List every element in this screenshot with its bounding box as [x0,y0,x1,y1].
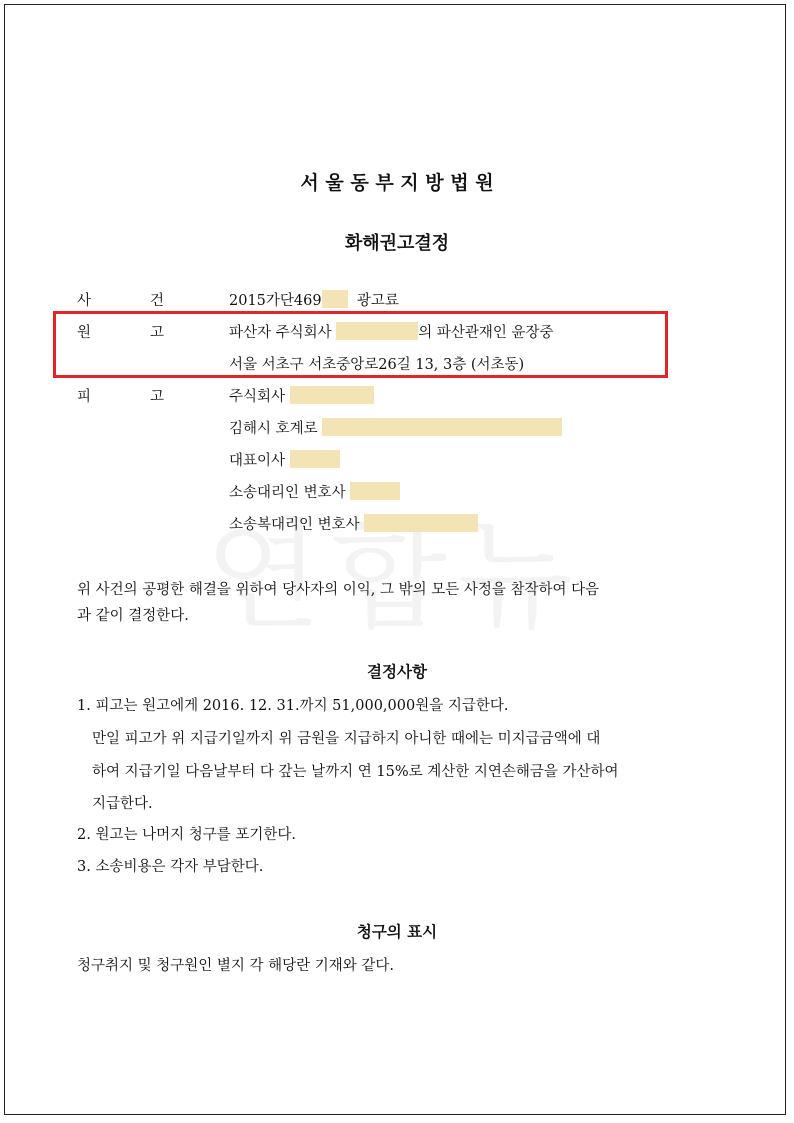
defendant-address-prefix: 김해시 호계로 [229,421,318,437]
defendant-lawyer [229,481,400,502]
defendant-label-a: 피 [77,389,92,405]
redaction-mark [336,322,418,340]
plaintiff-suffix: 의 파산관재인 윤장중 [418,325,554,341]
document-title: 화해권고결정 [344,233,450,254]
decision-item-3: 3. 소송비용은 각자 부담한다. [77,859,264,875]
plaintiff-prefix: 파산자 주식회사 [229,325,332,341]
claim-text: 청구취지 및 청구원인 별지 각 해당란 기재와 같다. [77,958,395,974]
decision-item-1-cont-2: 하여 지급기일 다음날부터 다 갚는 날까지 연 15%로 계산한 지연손해금을 가산하여 [92,764,619,780]
case-label-a: 사 [77,293,92,309]
case-label-b: 건 [150,293,165,309]
defendant-company [229,385,374,406]
intro-line-2: 과 같이 결정한다. [77,608,189,624]
defendant-sub-lawyer [229,513,478,534]
redaction-mark [364,514,478,532]
case-number: 2015가단469 [229,293,322,309]
defendant-rep-prefix: 대표이사 [229,453,286,469]
case-number-line [229,289,399,310]
defendant-address [229,417,562,438]
decision-heading: 결정사항 [367,663,427,681]
decision-item-1-cont-3: 지급한다. [92,796,153,812]
claim-heading: 청구의 표시 [356,923,438,941]
defendant-label-b: 고 [150,389,165,405]
court-name: 서 울 동 부 지 방 법 원 [300,172,494,194]
plaintiff-label-b: 고 [150,325,165,341]
decision-item-2: 2. 원고는 나머지 청구를 포기한다. [77,827,296,843]
redaction-mark [350,482,400,500]
decision-item-1-cont-1: 만일 피고가 위 지급기일까지 위 금원을 지급하지 아니한 때에는 미지급금액에 대 [92,731,601,747]
plaintiff-address: 서울 서초구 서초중앙로26길 13, 3층 (서초동) [229,357,525,373]
case-name: 광고료 [356,293,399,309]
watermark [205,480,583,652]
defendant-rep [229,449,340,470]
redaction-mark [290,450,340,468]
plaintiff-line [229,321,554,342]
plaintiff-label-a: 원 [77,325,92,341]
defendant-lawyer-prefix: 소송대리인 변호사 [229,485,346,501]
defendant-company-prefix: 주식회사 [229,389,286,405]
intro-line-1: 위 사건의 공평한 해결을 위하여 당사자의 이익, 그 밖의 모든 사정을 참작하여 다음 [77,582,600,598]
redaction-mark [290,386,374,404]
redaction-mark [322,290,348,308]
decision-item-1: 1. 피고는 원고에게 2016. 12. 31.까지 51,000,000원을 지급한다. [77,698,509,714]
defendant-sub-lawyer-prefix: 소송복대리인 변호사 [229,517,360,533]
redaction-mark [322,418,562,436]
